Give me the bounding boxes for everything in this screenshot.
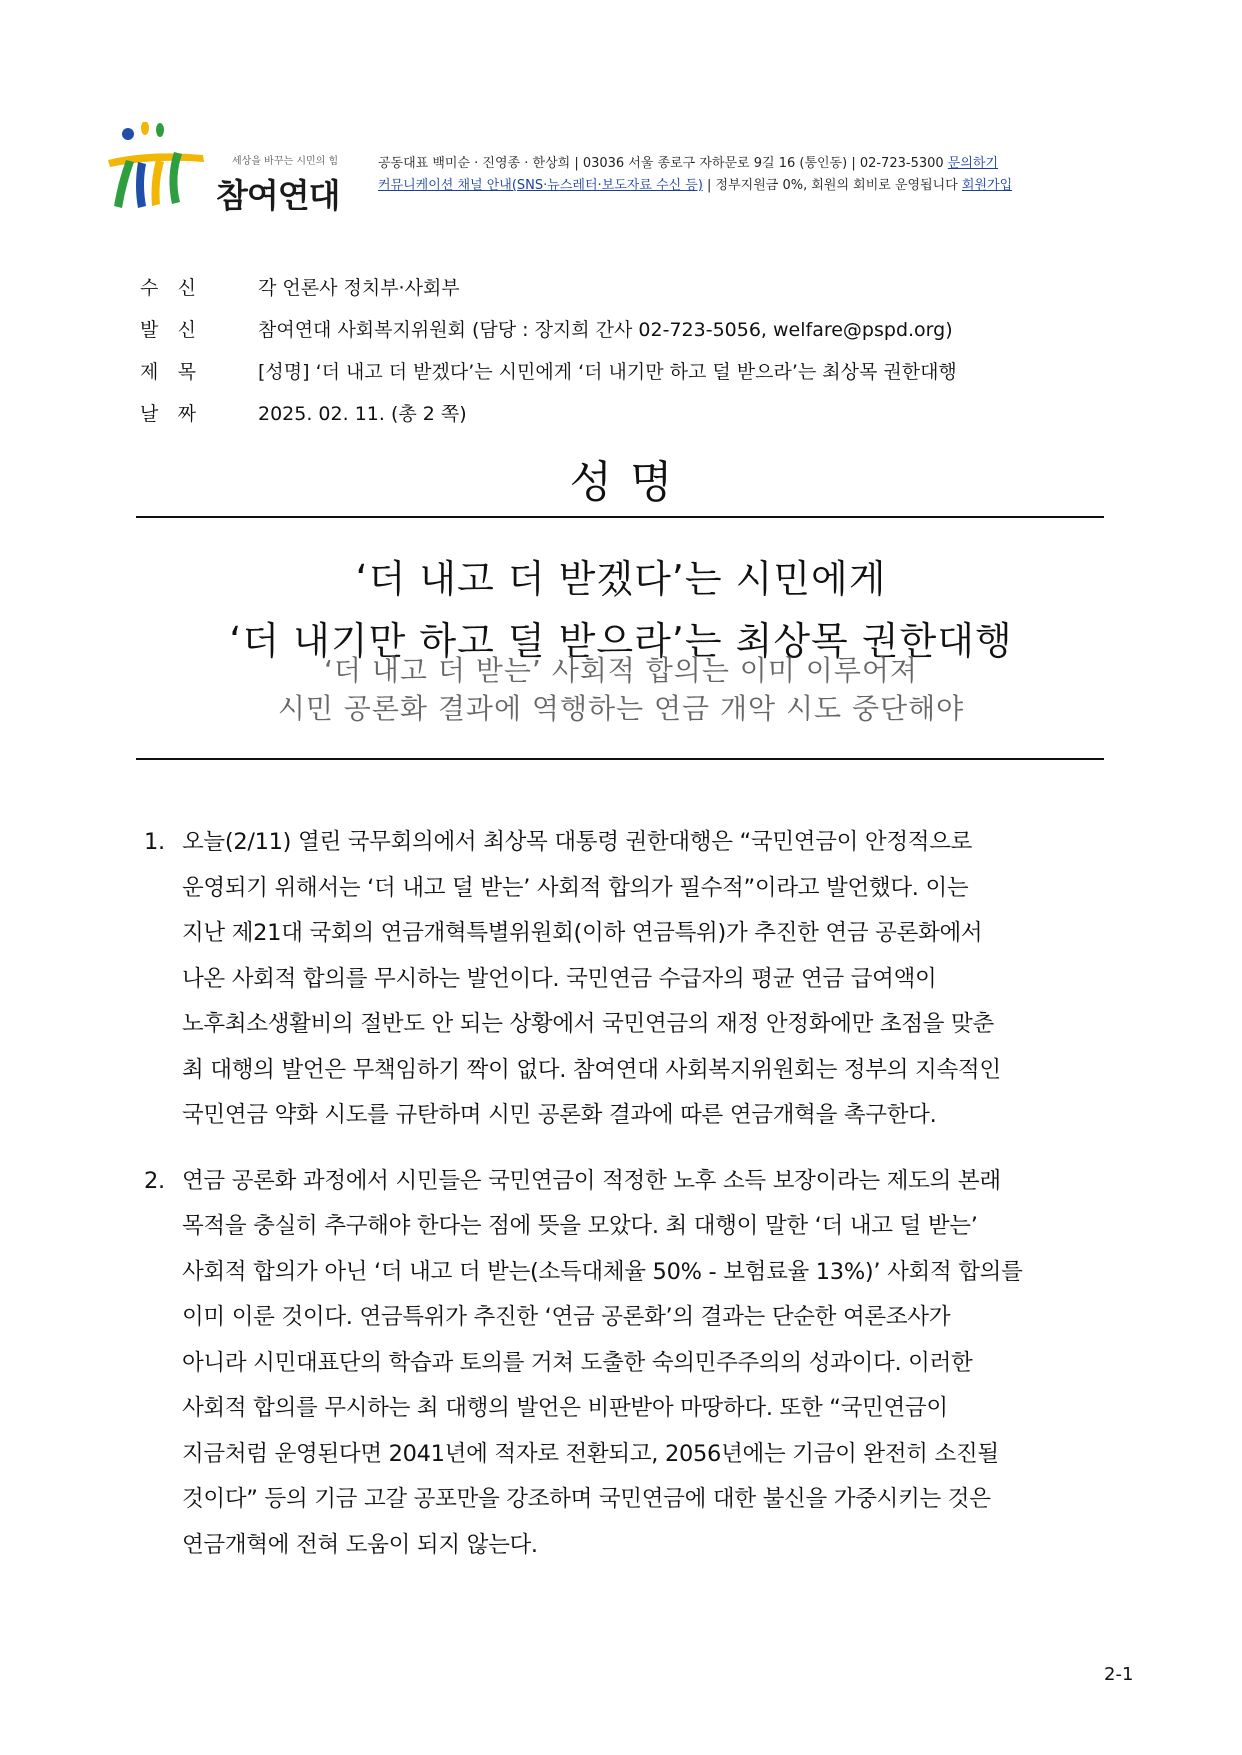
subtitle-line-2: 시민 공론화 결과에 역행하는 연금 개악 시도 중단해야 — [277, 692, 965, 725]
paragraph-line: 사회적 합의를 무시하는 최 대행의 발언은 비판받아 마땅하다. 또한 “국민연금이 — [182, 1395, 948, 1421]
page-number: 2-1 — [1104, 1664, 1134, 1685]
top-divider — [136, 516, 1104, 518]
statement-body — [140, 820, 1130, 1588]
logo-name: 참여연대 — [216, 176, 340, 215]
paragraph-line: 이미 이룬 것이다. 연금특위가 추진한 ‘연금 공론화’의 결과는 단순한 여론조사가 — [182, 1304, 951, 1330]
paragraph-1 — [140, 820, 1130, 1139]
meta-value: [성명] ‘더 내고 더 받겠다’는 시민에게 ‘더 내기만 하고 덜 받으라’는 최상목 권한대행 — [258, 360, 957, 383]
paragraph-line: 아니라 시민대표단의 학습과 토의를 거쳐 도출한 숙의민주주의의 성과이다. 이러한 — [182, 1349, 973, 1376]
meta-value: 각 언론사 정치부·사회부 — [258, 276, 460, 299]
paragraph-line: 노후최소생활비의 절반도 안 되는 상황에서 국민연금의 재정 안정화에만 초점을 맞춘 — [182, 1011, 994, 1037]
meta-row-recipient — [140, 265, 957, 307]
document-meta — [140, 265, 957, 433]
statement-subtitle — [0, 652, 1242, 728]
paragraph-line: 지난 제21대 국회의 연금개혁특별위원회(이하 연금특위)가 추진한 연금 공론화에서 — [182, 920, 983, 946]
meta-row-subject — [140, 349, 957, 391]
title-line-1: ‘더 내고 더 받겠다’는 시민에게 — [355, 557, 887, 601]
paragraph-line: 나온 사회적 합의를 무시하는 발언이다. 국민연금 수급자의 평균 연금 급여액이 — [182, 965, 937, 992]
header-info — [378, 153, 1012, 197]
paragraph-line: 것이다” 등의 기금 고갈 공포만을 강조하며 국민연금에 대한 불신을 가중시키는 것은 — [182, 1486, 991, 1512]
join-member-link[interactable]: 회원가입 — [961, 178, 1013, 193]
header-line-2 — [378, 175, 1012, 197]
meta-row-date — [140, 391, 957, 433]
paragraph-line: 목적을 충실히 추구해야 한다는 점에 뜻을 모았다. 최 대행이 말한 ‘더 내고 덜 받는’ — [182, 1213, 978, 1239]
document-type: 성명 — [569, 457, 691, 508]
paragraph-line: 국민연금 약화 시도를 규탄하며 시민 공론화 결과에 따른 연금개혁을 촉구한다. — [182, 1102, 937, 1128]
meta-label: 발 신 — [140, 318, 196, 341]
header-line-1 — [378, 153, 1012, 175]
pspd-logo — [108, 122, 358, 222]
header-address-text: 공동대표 백미순 · 진영종 · 한상희 | 03036 서울 종로구 자하문로 9길 16 (통인동) | 02-723-5300 — [378, 156, 948, 171]
subtitle-line-1: ‘더 내고 더 받는’ 사회적 합의는 이미 이루어져 — [324, 654, 918, 687]
paragraph-line: 오늘(2/11) 열린 국무회의에서 최상목 대통령 권한대행은 “국민연금이 안정적으로 — [182, 829, 973, 855]
title-line-2: ‘더 내기만 하고 덜 받으라’는 최상목 권한대행 — [229, 619, 1013, 663]
meta-label: 날 짜 — [140, 402, 196, 425]
paragraph-line: 사회적 합의가 아닌 ‘더 내고 더 받는(소득대체율 50% - 보험료율 13%)’ 사회적 합의를 — [182, 1258, 1023, 1285]
meta-value: 참여연대 사회복지위원회 (담당 : 장지희 간사 02-723-5056, welfare@pspd.org) — [258, 318, 953, 341]
paragraph-line: 지금처럼 운영된다면 2041년에 적자로 전환되고, 2056년에는 기금이 완전히 소진될 — [182, 1440, 999, 1467]
paragraph-2 — [140, 1159, 1130, 1569]
logo-tagline: 세상을 바꾸는 시민의 힘 — [232, 156, 339, 167]
paragraph-line: 운영되기 위해서는 ‘더 내고 덜 받는’ 사회적 합의가 필수적”이라고 발언했다. 이는 — [182, 874, 969, 901]
paragraph-line: 최 대행의 발언은 무책임하기 짝이 없다. 참여연대 사회복지위원회는 정부의 지속적인 — [182, 1056, 1001, 1083]
meta-row-sender — [140, 307, 957, 349]
logo-mark-icon — [108, 122, 218, 222]
contact-link[interactable]: 문의하기 — [947, 156, 999, 171]
paragraph-line: 연금 공론화 과정에서 시민들은 국민연금이 적정한 노후 소득 보장이라는 제도의 본래 — [182, 1167, 1001, 1194]
meta-label: 수 신 — [140, 276, 196, 299]
meta-label: 제 목 — [140, 360, 196, 383]
paragraph-number: 2. — [144, 1167, 165, 1194]
meta-value: 2025. 02. 11. (총 2 쪽) — [258, 402, 467, 425]
bottom-divider — [136, 758, 1104, 760]
communication-channel-link[interactable]: 커뮤니케이션 채널 안내(SNS·뉴스레터·보도자료 수신 등) — [378, 178, 703, 193]
paragraph-line: 연금개혁에 전혀 도움이 되지 않는다. — [182, 1531, 538, 1558]
paragraph-number: 1. — [144, 829, 165, 855]
header-funding-text: | 정부지원금 0%, 회원의 회비로 운영됩니다 — [702, 178, 962, 193]
